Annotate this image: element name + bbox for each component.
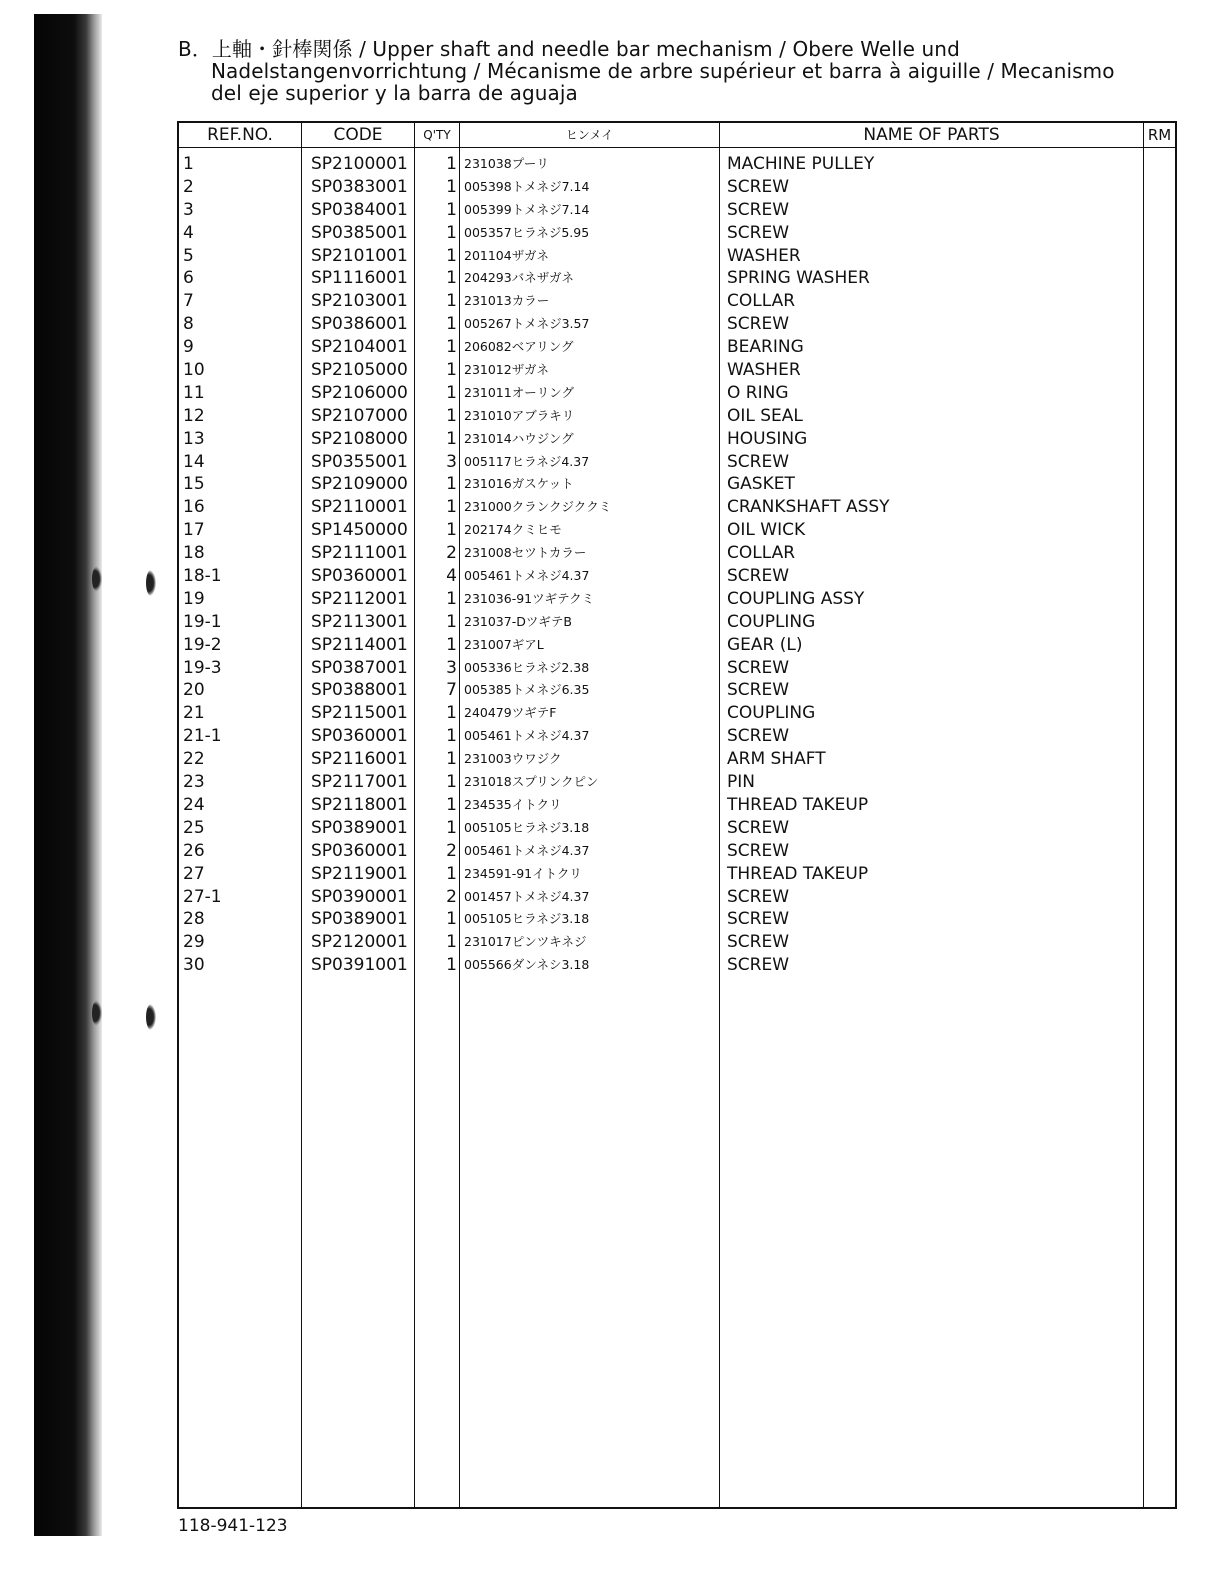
part-name-cell: O RING <box>727 382 789 403</box>
ref-no-cell: 29 <box>183 932 205 953</box>
hinmei-cell: 231038プーリ <box>464 156 549 171</box>
ref-no-cell: 6 <box>183 268 194 289</box>
part-name-cell: PIN <box>727 772 755 793</box>
table-row <box>179 428 1175 451</box>
code-cell: SP2114001 <box>311 634 408 655</box>
hinmei-cell: 201104ザガネ <box>464 247 549 263</box>
ref-no-cell: 1 <box>183 154 194 174</box>
hinmei-cell: 231008セツトカラー <box>464 545 587 561</box>
code-cell: SP0390001 <box>311 886 408 907</box>
qty-cell: 1 <box>446 772 457 793</box>
part-name-cell: HOUSING <box>727 428 808 449</box>
table-row <box>179 954 1175 977</box>
part-name-cell: THREAD TAKEUP <box>727 794 869 815</box>
ref-no-cell: 7 <box>183 291 194 312</box>
code-cell: SP0386001 <box>311 314 408 335</box>
qty-cell: 1 <box>446 222 457 243</box>
hinmei-cell: 005399トメネジ7.14 <box>464 201 590 217</box>
header-rm: RM <box>1147 126 1172 144</box>
ref-no-cell: 3 <box>183 199 194 220</box>
parts-table <box>177 121 1177 1509</box>
part-name-cell: SCREW <box>727 176 790 197</box>
table-row <box>179 679 1175 702</box>
punch-hole <box>92 566 102 592</box>
part-name-cell: SCREW <box>727 680 790 701</box>
punch-hole <box>146 570 156 596</box>
qty-cell: 1 <box>446 520 457 541</box>
part-name-cell: OIL SEAL <box>727 405 803 426</box>
qty-cell: 1 <box>446 268 457 289</box>
hinmei-cell: 005398トメネジ7.14 <box>464 178 590 194</box>
hinmei-cell: 234535イトクリ <box>464 796 562 812</box>
table-row <box>179 611 1175 634</box>
table-row <box>179 222 1175 245</box>
part-name-cell: SCREW <box>727 955 790 976</box>
part-name-cell: COUPLING <box>727 703 816 724</box>
part-name-cell: SCREW <box>727 566 790 587</box>
hinmei-cell: 231016ガスケット <box>464 476 574 492</box>
table-row <box>179 908 1175 931</box>
qty-cell: 1 <box>446 863 457 884</box>
qty-cell: 1 <box>446 154 457 174</box>
code-cell: SP2106000 <box>311 382 408 403</box>
part-name-cell: SCREW <box>727 840 790 861</box>
section-title <box>178 38 1178 104</box>
hinmei-cell: 001457トメネジ4.37 <box>464 888 590 904</box>
hinmei-cell: 005461トメネジ4.37 <box>464 568 590 584</box>
table-row <box>179 405 1175 428</box>
qty-cell: 1 <box>446 360 457 381</box>
ref-no-cell: 11 <box>183 382 205 403</box>
header-hinmei: ヒンメイ <box>565 128 614 142</box>
title-line-1: B．上軸・針棒関係 / Upper shaft and needle bar mechanism / Obere Welle und <box>178 37 960 61</box>
ref-no-cell: 23 <box>183 772 205 793</box>
code-cell: SP0383001 <box>311 176 408 197</box>
ref-no-cell: 30 <box>183 955 205 976</box>
ref-no-cell: 19-3 <box>183 657 222 678</box>
code-cell: SP2116001 <box>311 749 408 770</box>
part-name-cell: SCREW <box>727 451 790 472</box>
hinmei-cell: 204293バネザガネ <box>464 270 574 286</box>
ref-no-cell: 13 <box>183 428 205 449</box>
part-name-cell: SCREW <box>727 657 790 678</box>
code-cell: SP0389001 <box>311 909 408 930</box>
document-number: 118-941-123 <box>178 1516 288 1536</box>
header-divider <box>179 147 1175 148</box>
table-row <box>179 542 1175 565</box>
code-cell: SP2120001 <box>311 932 408 953</box>
part-name-cell: SCREW <box>727 909 790 930</box>
ref-no-cell: 27-1 <box>183 886 222 907</box>
table-row <box>179 199 1175 222</box>
hinmei-cell: 005105ヒラネジ3.18 <box>464 819 590 835</box>
hinmei-cell: 231018スプリンクピン <box>464 774 599 790</box>
title-line-3: del eje superior y la barra de aguaja <box>211 81 578 105</box>
ref-no-cell: 25 <box>183 817 205 838</box>
qty-cell: 1 <box>446 314 457 335</box>
hinmei-cell: 231036-91ツギテクミ <box>464 590 595 606</box>
part-name-cell: ARM SHAFT <box>727 749 826 770</box>
ref-no-cell: 27 <box>183 863 205 884</box>
header-name-of-parts: NAME OF PARTS <box>863 125 1000 145</box>
qty-cell: 1 <box>446 245 457 266</box>
hinmei-cell: 231010アブラキリ <box>464 407 575 423</box>
ref-no-cell: 16 <box>183 497 205 518</box>
code-cell: SP2119001 <box>311 863 408 884</box>
code-cell: SP0389001 <box>311 817 408 838</box>
table-row <box>179 382 1175 405</box>
punch-hole <box>146 1004 156 1030</box>
title-line-2: Nadelstangenvorrichtung / Mécanisme de arbre supérieur et barra à aiguille / Mecanismo <box>211 59 1115 83</box>
hinmei-cell: 231017ピンツキネジ <box>464 934 587 950</box>
qty-cell: 2 <box>446 840 457 861</box>
hinmei-cell: 231011オーリング <box>464 384 574 400</box>
code-cell: SP2113001 <box>311 611 408 632</box>
ref-no-cell: 26 <box>183 840 205 861</box>
table-row <box>179 496 1175 519</box>
qty-cell: 1 <box>446 382 457 403</box>
code-cell: SP2118001 <box>311 794 408 815</box>
ref-no-cell: 18-1 <box>183 566 222 587</box>
table-row <box>179 817 1175 840</box>
ref-no-cell: 21-1 <box>183 726 222 747</box>
part-name-cell: COLLAR <box>727 543 796 564</box>
table-row <box>179 519 1175 542</box>
code-cell: SP2101001 <box>311 245 408 266</box>
table-row <box>179 771 1175 794</box>
code-cell: SP0387001 <box>311 657 408 678</box>
qty-cell: 1 <box>446 428 457 449</box>
qty-cell: 7 <box>446 680 457 701</box>
header-ref-no: REF.NO. <box>207 125 273 145</box>
qty-cell: 1 <box>446 588 457 609</box>
code-cell: SP2108000 <box>311 428 408 449</box>
part-name-cell: THREAD TAKEUP <box>727 863 869 884</box>
qty-cell: 2 <box>446 543 457 564</box>
hinmei-cell: 005117ヒラネジ4.37 <box>464 453 590 469</box>
table-body <box>179 153 1175 977</box>
qty-cell: 1 <box>446 474 457 495</box>
table-row <box>179 267 1175 290</box>
qty-cell: 1 <box>446 726 457 747</box>
table-row <box>179 473 1175 496</box>
hinmei-cell: 231013カラー <box>464 293 550 309</box>
hinmei-cell: 231012ザガネ <box>464 362 549 378</box>
code-cell: SP0385001 <box>311 222 408 243</box>
hinmei-cell: 231000クランクジククミ <box>464 499 612 515</box>
ref-no-cell: 5 <box>183 245 194 266</box>
table-row <box>179 634 1175 657</box>
qty-cell: 1 <box>446 909 457 930</box>
hinmei-cell: 231014ハウジング <box>464 430 574 446</box>
table-row <box>179 153 1175 176</box>
hinmei-cell: 005267トメネジ3.57 <box>464 316 590 332</box>
ref-no-cell: 18 <box>183 543 205 564</box>
hinmei-cell: 005357ヒラネジ5.95 <box>464 224 590 240</box>
qty-cell: 1 <box>446 634 457 655</box>
hinmei-cell: 005566ダンネシ3.18 <box>464 957 590 973</box>
table-row <box>179 245 1175 268</box>
table-row <box>179 336 1175 359</box>
code-cell: SP2104001 <box>311 337 408 358</box>
code-cell: SP2111001 <box>311 543 408 564</box>
ref-no-cell: 15 <box>183 474 205 495</box>
hinmei-cell: 005105ヒラネジ3.18 <box>464 911 590 927</box>
code-cell: SP1450000 <box>311 520 408 541</box>
qty-cell: 1 <box>446 611 457 632</box>
table-row <box>179 748 1175 771</box>
header-qty: Q'TY <box>423 128 451 142</box>
table-row <box>179 565 1175 588</box>
part-name-cell: WASHER <box>727 360 801 381</box>
qty-cell: 3 <box>446 657 457 678</box>
part-name-cell: MACHINE PULLEY <box>727 154 875 174</box>
part-name-cell: WASHER <box>727 245 801 266</box>
binding-edge <box>34 14 102 1536</box>
table-row <box>179 794 1175 817</box>
table-row <box>179 451 1175 474</box>
ref-no-cell: 4 <box>183 222 194 243</box>
header-code: CODE <box>333 125 383 145</box>
ref-no-cell: 21 <box>183 703 205 724</box>
table-row <box>179 290 1175 313</box>
ref-no-cell: 17 <box>183 520 205 541</box>
qty-cell: 1 <box>446 405 457 426</box>
code-cell: SP2109000 <box>311 474 408 495</box>
punch-hole <box>92 1000 102 1026</box>
code-cell: SP2100001 <box>311 154 408 174</box>
code-cell: SP0360001 <box>311 726 408 747</box>
part-name-cell: SCREW <box>727 726 790 747</box>
code-cell: SP2117001 <box>311 772 408 793</box>
qty-cell: 1 <box>446 497 457 518</box>
qty-cell: 1 <box>446 337 457 358</box>
part-name-cell: SCREW <box>727 817 790 838</box>
code-cell: SP2105000 <box>311 360 408 381</box>
qty-cell: 1 <box>446 955 457 976</box>
hinmei-cell: 234591-91イトクリ <box>464 865 582 881</box>
part-name-cell: COUPLING <box>727 611 816 632</box>
qty-cell: 1 <box>446 817 457 838</box>
part-name-cell: BEARING <box>727 337 804 358</box>
code-cell: SP2107000 <box>311 405 408 426</box>
ref-no-cell: 20 <box>183 680 205 701</box>
table-row <box>179 931 1175 954</box>
code-cell: SP0391001 <box>311 955 408 976</box>
table-row <box>179 359 1175 382</box>
part-name-cell: COLLAR <box>727 291 796 312</box>
hinmei-cell: 005461トメネジ4.37 <box>464 728 590 744</box>
part-name-cell: COUPLING ASSY <box>727 588 865 609</box>
code-cell: SP0360001 <box>311 566 408 587</box>
qty-cell: 2 <box>446 886 457 907</box>
part-name-cell: SCREW <box>727 222 790 243</box>
table-row <box>179 176 1175 199</box>
table-row <box>179 313 1175 336</box>
ref-no-cell: 14 <box>183 451 205 472</box>
qty-cell: 1 <box>446 291 457 312</box>
hinmei-cell: 231007ギアL <box>464 636 544 652</box>
table-row <box>179 886 1175 909</box>
part-name-cell: CRANKSHAFT ASSY <box>727 497 890 518</box>
hinmei-cell: 202174クミヒモ <box>464 522 562 538</box>
part-name-cell: OIL WICK <box>727 520 806 541</box>
hinmei-cell: 005385トメネジ6.35 <box>464 682 590 698</box>
ref-no-cell: 28 <box>183 909 205 930</box>
code-cell: SP2110001 <box>311 497 408 518</box>
ref-no-cell: 19 <box>183 588 205 609</box>
qty-cell: 3 <box>446 451 457 472</box>
code-cell: SP0355001 <box>311 451 408 472</box>
part-name-cell: SCREW <box>727 314 790 335</box>
ref-no-cell: 19-1 <box>183 611 222 632</box>
part-name-cell: GEAR (L) <box>727 634 803 655</box>
table-row <box>179 725 1175 748</box>
code-cell: SP2103001 <box>311 291 408 312</box>
table-row <box>179 702 1175 725</box>
qty-cell: 1 <box>446 932 457 953</box>
ref-no-cell: 24 <box>183 794 205 815</box>
code-cell: SP2115001 <box>311 703 408 724</box>
code-cell: SP0360001 <box>311 840 408 861</box>
hinmei-cell: 231037-DツギテB <box>464 613 572 629</box>
part-name-cell: SCREW <box>727 886 790 907</box>
part-name-cell: GASKET <box>727 474 795 495</box>
qty-cell: 1 <box>446 199 457 220</box>
part-name-cell: SPRING WASHER <box>727 268 870 289</box>
ref-no-cell: 12 <box>183 405 205 426</box>
hinmei-cell: 240479ツギテF <box>464 705 557 721</box>
table-row <box>179 863 1175 886</box>
hinmei-cell: 231003ウワジク <box>464 751 562 767</box>
hinmei-cell: 005461トメネジ4.37 <box>464 842 590 858</box>
table-row <box>179 588 1175 611</box>
ref-no-cell: 8 <box>183 314 194 335</box>
ref-no-cell: 19-2 <box>183 634 222 655</box>
ref-no-cell: 22 <box>183 749 205 770</box>
ref-no-cell: 10 <box>183 360 205 381</box>
part-name-cell: SCREW <box>727 199 790 220</box>
code-cell: SP1116001 <box>311 268 408 289</box>
hinmei-cell: 005336ヒラネジ2.38 <box>464 659 590 675</box>
code-cell: SP2112001 <box>311 588 408 609</box>
ref-no-cell: 9 <box>183 337 194 358</box>
qty-cell: 1 <box>446 703 457 724</box>
qty-cell: 1 <box>446 176 457 197</box>
qty-cell: 1 <box>446 794 457 815</box>
table-row <box>179 657 1175 680</box>
part-name-cell: SCREW <box>727 932 790 953</box>
hinmei-cell: 206082ベアリング <box>464 339 574 355</box>
code-cell: SP0384001 <box>311 199 408 220</box>
qty-cell: 1 <box>446 749 457 770</box>
qty-cell: 4 <box>446 566 457 587</box>
ref-no-cell: 2 <box>183 176 194 197</box>
table-row <box>179 840 1175 863</box>
code-cell: SP0388001 <box>311 680 408 701</box>
